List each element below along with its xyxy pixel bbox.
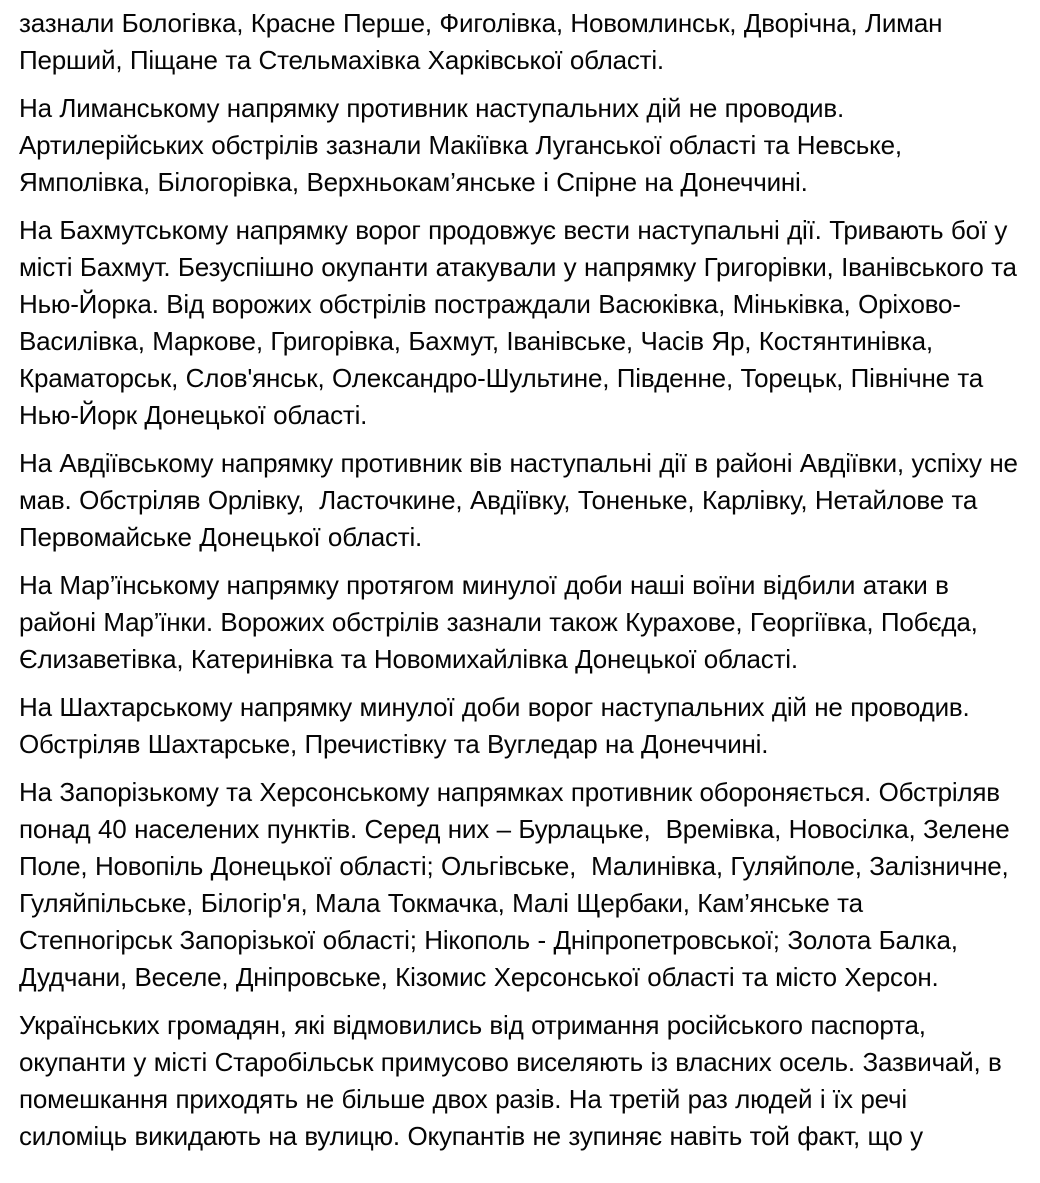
paragraph-avdiivka-direction: На Авдіївському напрямку противник вів наступальні дії в районі Авдіївки, успіху не мав. Обстріляв Орлівку, Ласточкине, Авдіївку, Тоненьке, Карлівку, Нетайлове та Первомайське Донецької області. [19, 448, 1026, 552]
paragraph-bakhmut-direction: На Бахмутському напрямку ворог продовжує вести наступальні дії. Тривають бої у місті Бахмут. Безуспішно окупанти атакували у напрямку Григорівки, Іванівського та Нью-Йорка. Від ворожих обстрілів постраждали Васюківка, Міньківка, Оріхово-Василівка, Маркове, Григорівка, Бахмут, Іванівське, Часів Яр, Костянтинівка, Краматорськ, Слов'янськ, Олександро-Шультине, Південне, Торецьк, Північне та Нью-Йорк Донецької області. [19, 215, 1025, 430]
paragraph-zaporizhzhia-kherson-directions: На Запорізькому та Херсонському напрямках противник обороняється. Обстріляв понад 40 населених пунктів. Серед них – Бурлацьке, Времівка, Новосілка, Зелене Поле, Новопіль Донецької області; Ольгівське, Малинівка, Гуляйполе, Залізничне, Гуляйпільське, Білогір'я, Мала Токмачка, Малі Щербаки, Кам’янське та Степногірськ Запорізької області; Нікополь - Дніпропетровської; Золота Балка, Дудчани, Веселе, Дніпровське, Кізомис Херсонської області та місто Херсон. [19, 777, 1018, 992]
paragraph-starobilsk-evictions: Українських громадян, які відмовились від отримання російського паспорта, окупанти у місті Старобільськ примусово виселяють із власних осель. Зазвичай, в помешкання приходять не більше двох разів. На третій раз людей і їх речі силоміць викидають на вулицю. Окупантів не зупиняє навіть той факт, що у [19, 1010, 1010, 1151]
paragraph-lyman-direction: На Лиманському напрямку противник наступальних дій не проводив. Артилерійських обстрілів зазнали Макіївка Луганської області та Невське, Ямполівка, Білогорівка, Верхньокам’янське і Спірне на Донеччині. [19, 93, 910, 197]
paragraph-shakhtarsk-direction: На Шахтарському напрямку минулої доби ворог наступальних дій не проводив. Обстріляв Шахтарське, Пречистівку та Вугледар на Донеччині. [19, 692, 978, 759]
paragraph-shelled-settlements-kharkiv: зазнали Бологівка, Красне Перше, Фиголівка, Новомлинськ, Дворічна, Лиман Перший, Піщане та Стельмахівка Харківської області. [19, 8, 950, 75]
paragraph-marinka-direction: На Мар’їнському напрямку протягом минулої доби наші воїни відбили атаки в районі Мар’їнки. Ворожих обстрілів зазнали також Курахове, Георгіївка, Побєда, Єлизаветівка, Катеринівка та Новомихайлівка Донецької області. [19, 570, 986, 674]
